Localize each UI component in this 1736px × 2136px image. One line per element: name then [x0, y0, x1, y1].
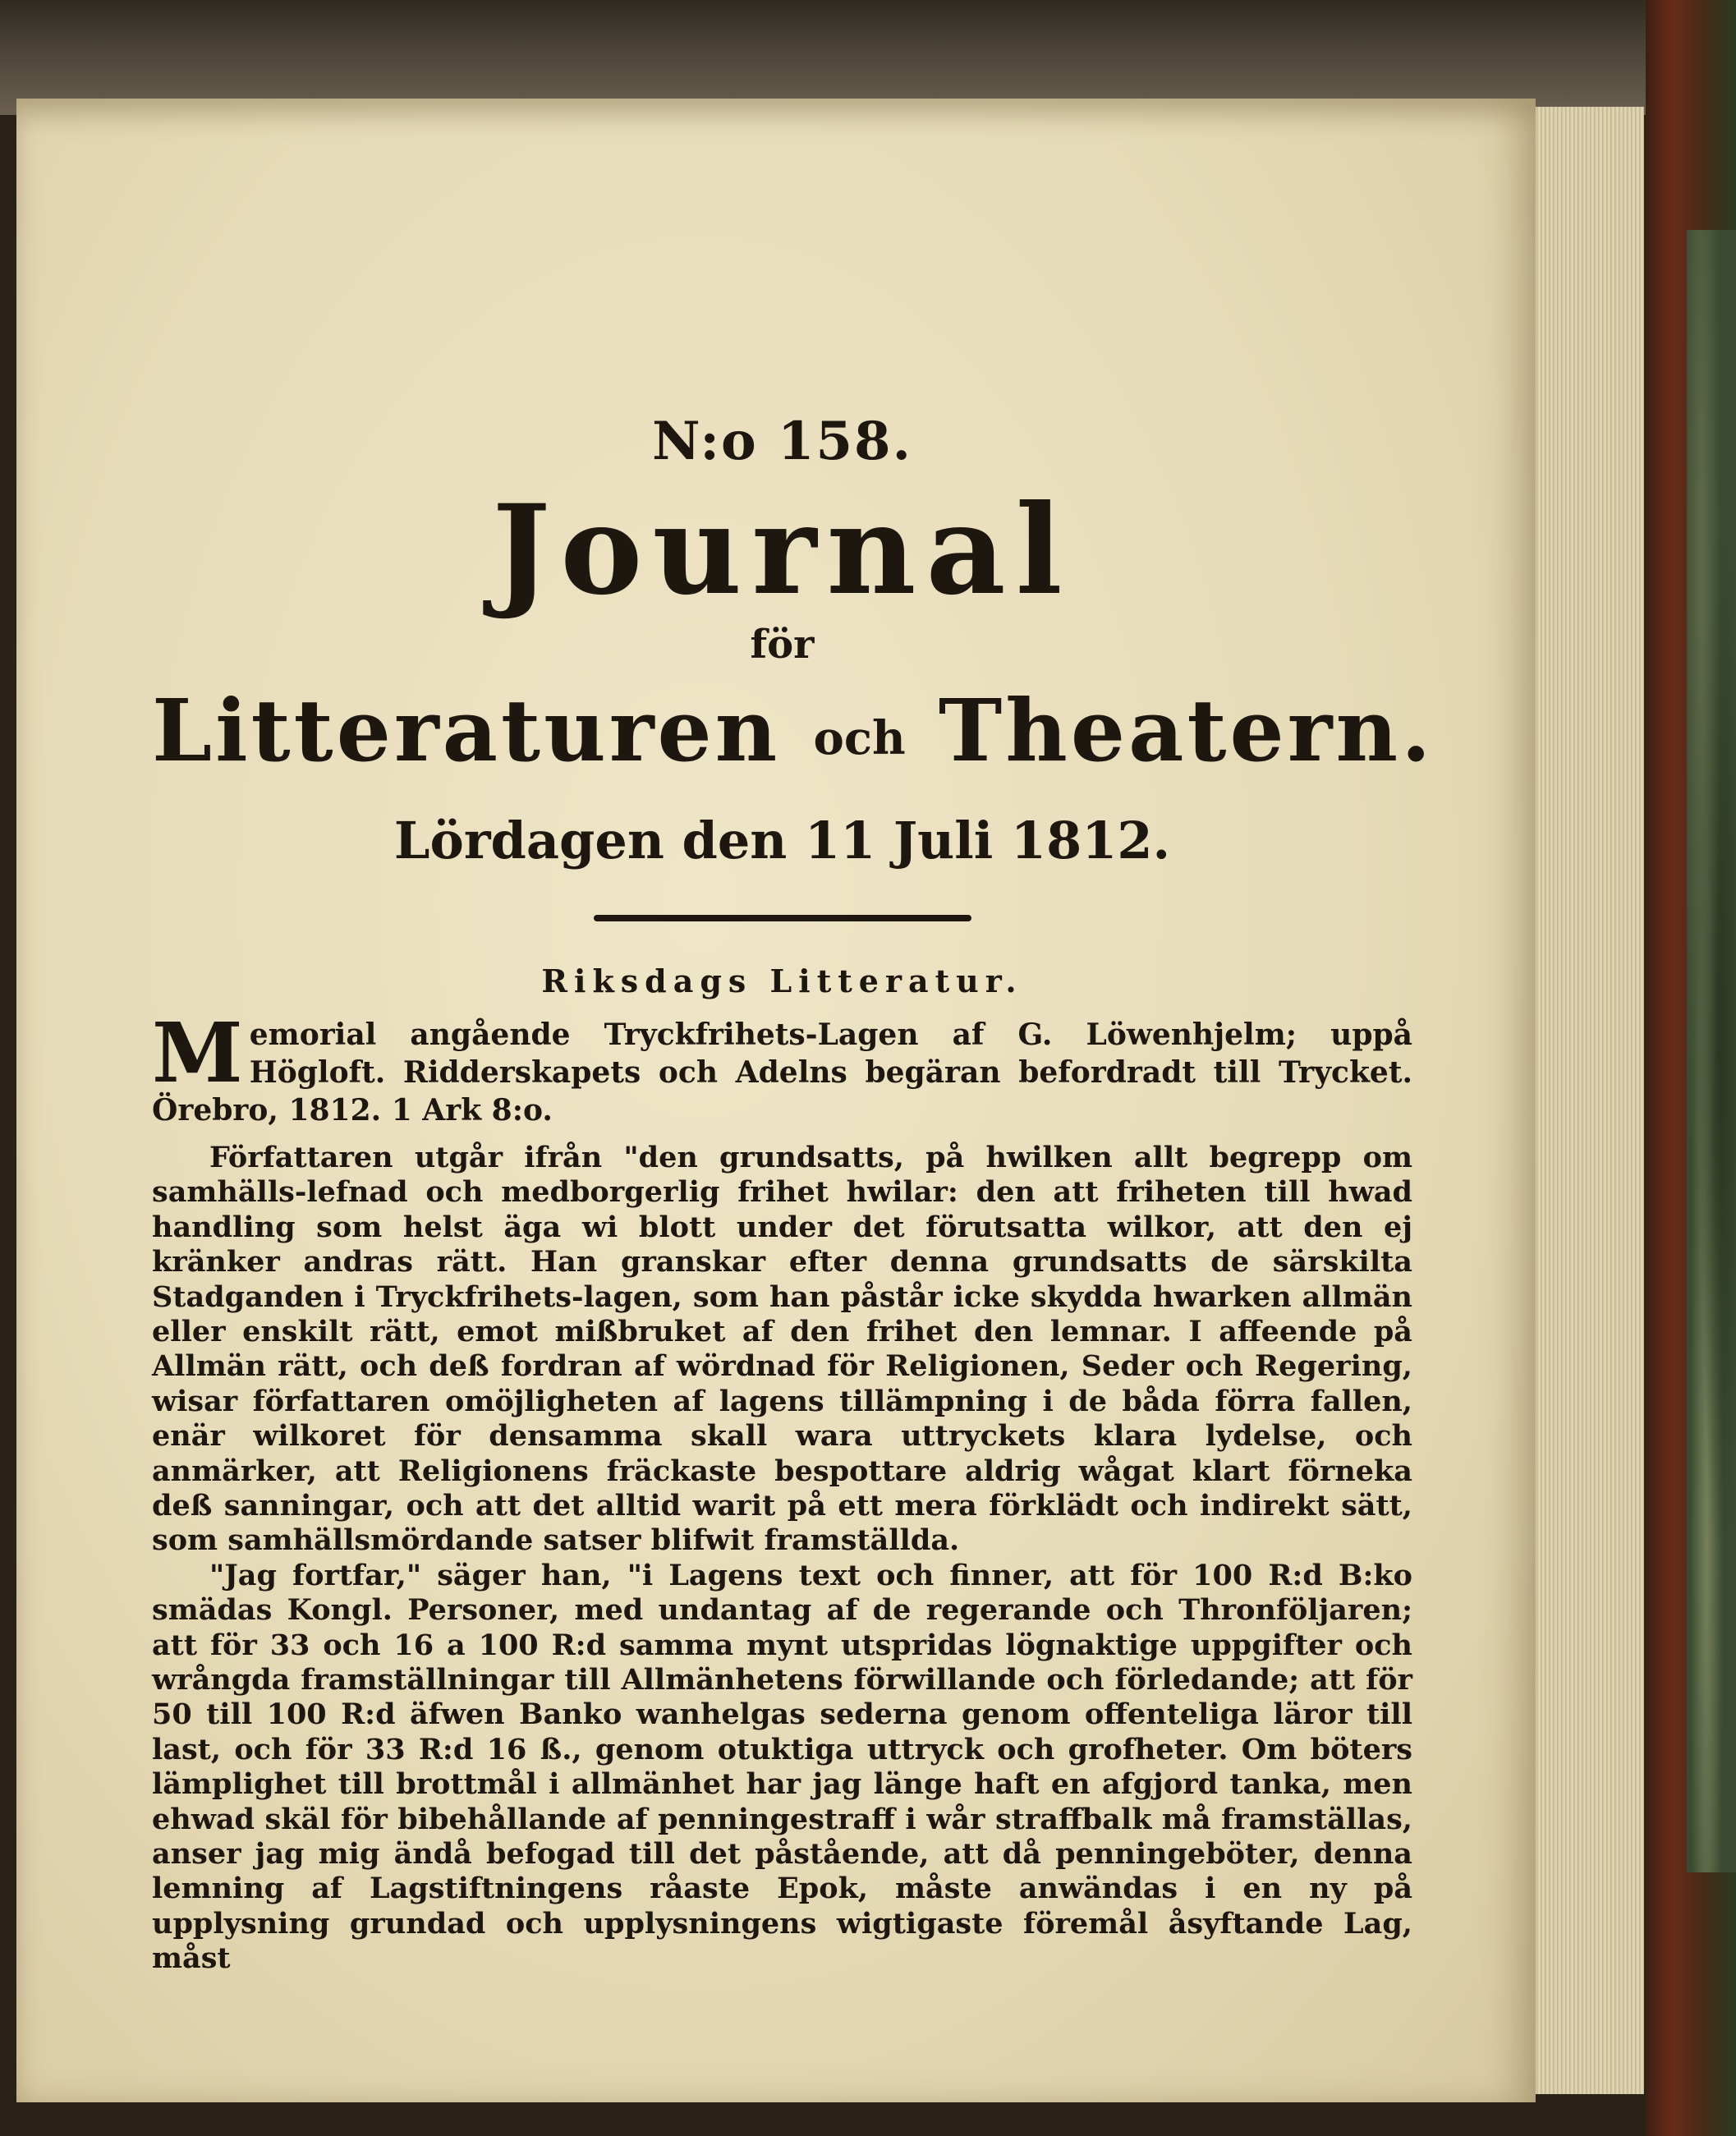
body-paragraph: Författaren utgår ifrån "den grundsatts, på hwilken allt begrepp om samhälls-lefnad och medborgerlig frihet hwilar: den att friheten till hwad handling som helst äga wi blott under det förutsatta wilkor, att den ej kränker andras rätt. Han granskar efter denna grundsatts de särskilta Stadganden i Tryckfrihets-lagen, som han påstår icke skydda hwarken allmän eller enskilt rätt, emot mißbruket af den frihet den lemnar. I affeende på Allmän rätt, och deß fordran af wördnad för Religionen, Seder och Regering, wisar författaren omöjligheten af lagens tillämpning i de båda förra fallen, enär wilkoret för densamma skall wara uttryckets klara lydelse, och anmärker, att Religionens fräckaste bespottare aldrig wågat klart förneka deß sanningar, och att det alltid warit på ett mera förklädt och indirekt sätt, som samhällsmördande satser blifwit framställda. [152, 1140, 1412, 1558]
drop-cap: M [152, 1004, 243, 1101]
page-edges [1519, 107, 1644, 2094]
section-heading: Riksdags Litteratur. [541, 962, 1023, 999]
issue-number: N:o 158. [652, 411, 912, 472]
subtitle-word-literature: Litteraturen [152, 680, 781, 781]
subtitle-word-theatre: Theatern. [938, 680, 1435, 781]
journal-page [16, 99, 1536, 2102]
divider-rule [594, 915, 971, 921]
journal-subtitle [152, 678, 1435, 792]
issue-date: Lördagen den 11 Juli 1812. [393, 810, 1171, 870]
book-cover-top [0, 0, 1736, 115]
body-paragraph: "Jag fortfar," säger han, "i Lagens text och finner, att för 100 R:d B:ko smädas Kongl. Personer, med undantag af de regerande och Thronföljaren; att för 33 och 16 a 100 R:d samma mynt utspridas lögnaktige uppgifter och wrångda framställningar till Allmänhetens förwillande och förledande; att för 50 till 100 R:d äfwen Banko wanhelgas sederna genom offenteliga läror till last, och för 33 R:d 16 ß., genom otuktiga uttryck och grofheter. Om böters lämplighet till brottmål i allmänhet har jag länge haft en afgjord tanka, men ehwad skäl för bibehållande af penningestraff i wår straffbalk må framställas, anser jag mig ändå befogad till det påstående, att då penningeböter, denna lemning af Lagstiftningens råaste Epok, måste anwändas i en ny på upplysning grundad och upplysningens wigtigaste föremål åsyftande Lag, måst [152, 1558, 1412, 1976]
page-content [152, 411, 1435, 1977]
marbled-endpaper [1687, 230, 1736, 1872]
memorial-text: emorial angående Tryckfrihets-Lagen af G. Löwenhjelm; uppå Högloft. Ridderskapets och Adelns begäran befordradt till Trycket. Örebro, 1812. 1 Ark 8:o. [152, 1017, 1412, 1128]
journal-title: Journal [492, 478, 1072, 622]
memorial-citation [152, 1004, 1412, 1129]
subtitle-word-och: och [813, 710, 906, 765]
title-connector: för [750, 622, 815, 668]
